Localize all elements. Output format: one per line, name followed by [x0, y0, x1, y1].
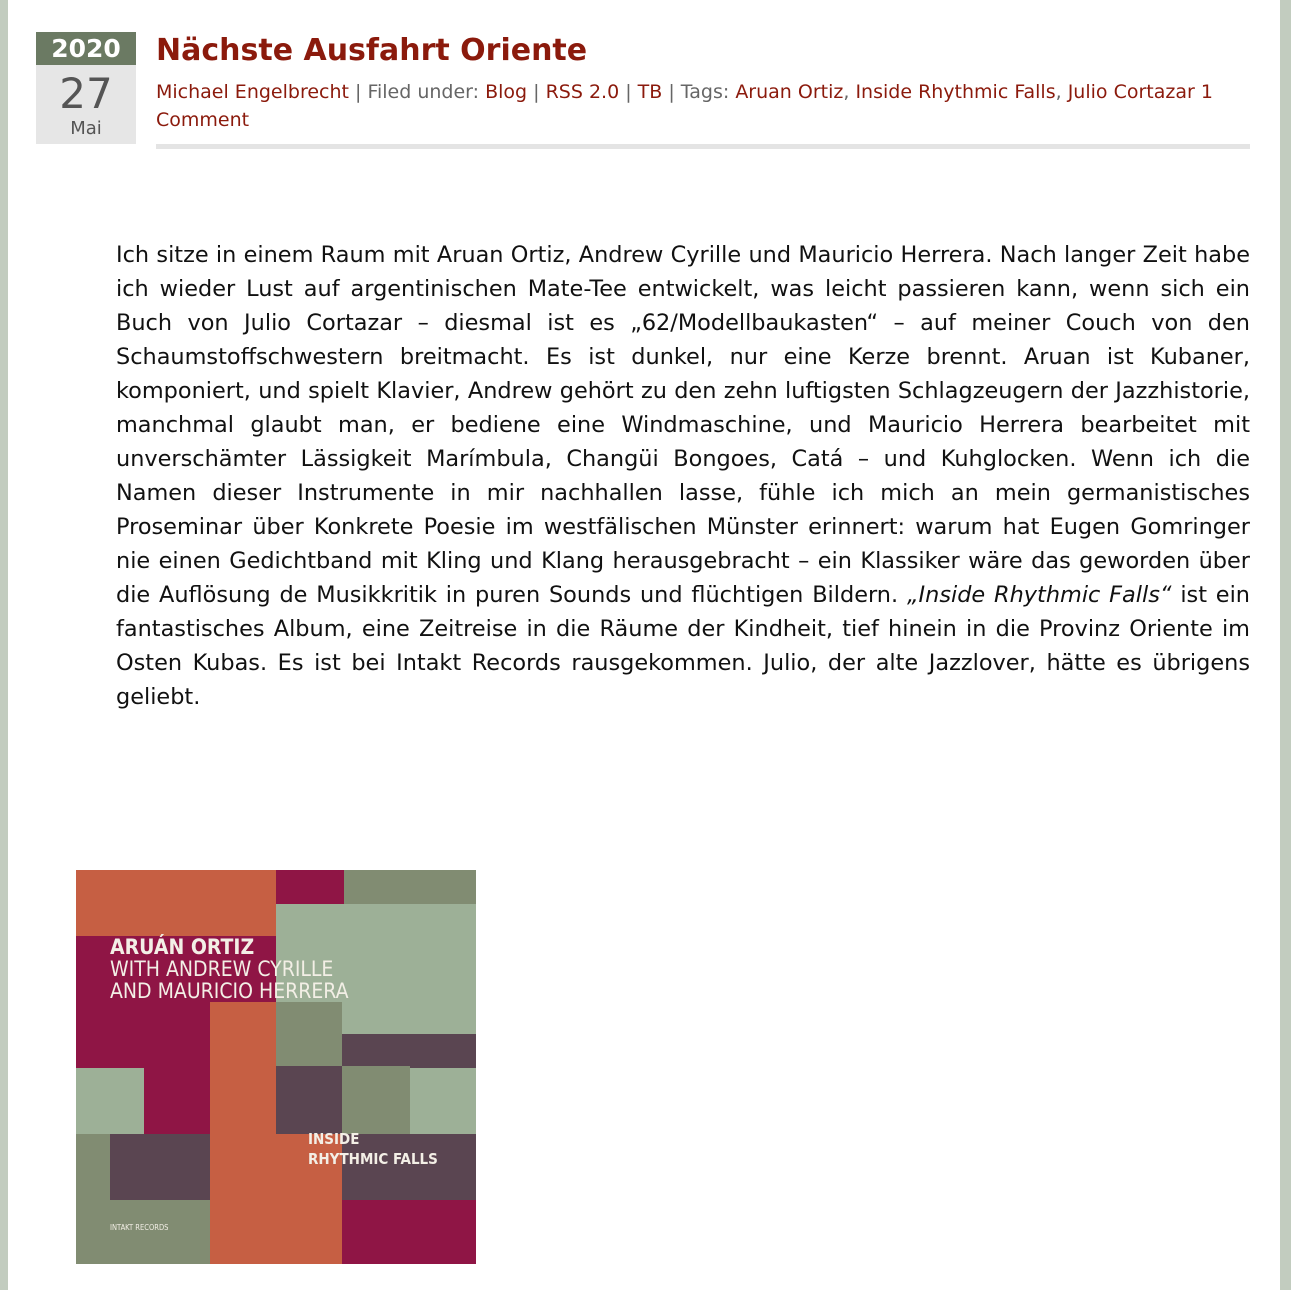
trackback-link[interactable]: TB: [637, 81, 663, 103]
meta-separator: | Tags:: [662, 81, 736, 103]
cover-album-title: INSIDE: [308, 1130, 360, 1148]
post-title-text[interactable]: Nächste Ausfahrt Oriente: [156, 33, 588, 68]
post-day: 27: [59, 69, 113, 118]
date-box: [36, 32, 136, 144]
rss-link[interactable]: RSS 2.0: [545, 81, 620, 103]
post-year: 2020: [36, 32, 136, 65]
cover-artist: ARUÁN ORTIZ: [110, 935, 255, 959]
meta-separator: |: [527, 81, 546, 103]
cover-block: [276, 870, 344, 904]
album-cover-image: [76, 870, 476, 1264]
cover-block: [342, 1200, 476, 1264]
meta-separator: | Filed under:: [348, 81, 486, 103]
cover-background-blocks: [76, 870, 476, 1264]
cover-with-line: AND MAURICIO HERRERA: [110, 979, 349, 1003]
cover-album-title: RHYTHMIC FALLS: [308, 1150, 438, 1168]
album-title: „Inside Rhythmic Falls“: [906, 582, 1172, 608]
post-month: Mai: [70, 118, 102, 139]
cover-block: [76, 1068, 144, 1134]
cover-label: INTAKT RECORDS: [110, 1223, 169, 1232]
cover-block: [210, 1002, 276, 1134]
cover-block: [344, 870, 476, 904]
cover-block: [276, 904, 476, 936]
author-link[interactable]: Michael Engelbrecht: [156, 81, 349, 103]
cover-block: [76, 870, 276, 936]
cover-block: [144, 1068, 210, 1134]
cover-block: [410, 1068, 476, 1134]
page: [8, 0, 1280, 1290]
cover-block: [276, 1002, 342, 1066]
tag-link[interactable]: Julio Cortazar: [1067, 81, 1195, 103]
post-title[interactable]: [156, 30, 587, 72]
post-meta: [156, 78, 1250, 149]
cover-block: [410, 936, 476, 1034]
cover-block: [110, 1134, 210, 1200]
article-text-part2: ist ein fantastisches Album, eine Zeitreise in die Räume der Kindheit, tief hinein in die Provinz Oriente im Osten Kubas. Es ist bei Intakt Records rausgekommen. Julio, der alte Jazzlover, hätte es übrigens geliebt.: [116, 582, 1250, 710]
comments-link[interactable]: 1 Comment: [156, 81, 1213, 131]
tag-link[interactable]: Aruan Ortiz: [735, 81, 844, 103]
cover-block: [410, 1034, 476, 1068]
tag-link[interactable]: Inside Rhythmic Falls: [855, 81, 1056, 103]
tag-separator: ,: [1055, 81, 1068, 103]
article-body: [116, 238, 1250, 714]
tag-separator: ,: [843, 81, 856, 103]
cover-with-line: WITH ANDREW CYRILLE: [110, 957, 334, 981]
category-link[interactable]: Blog: [485, 81, 528, 103]
article-text-part1: Ich sitze in einem Raum mit Aruan Ortiz, Andrew Cyrille und Mauricio Herrera. Nach langer Zeit habe ich wieder Lust auf argentinischen Mate-Tee entwickelt, was leicht passieren kann, wenn sich ein Buch von Julio Cortazar – diesmal ist es „62/Modellbaukasten“ – auf meiner Couch von den Schaumstoffschwestern breitmacht. Es ist dunkel, nur eine Kerze brennt. Aruan ist Kubaner, komponiert, und spielt Klavier, Andrew gehört zu den zehn luftigsten Schlagzeugern der Jazzhistorie, manchmal glaubt man, er bediene eine Windmaschine, und Mauricio Herrera bearbeitet mit unverschämter Lässigkeit Marímbula, Changüi Bongoes, Catá – und Kuhglocken. Wenn ich die Namen dieser Instrumente in mir nachhallen lasse, fühle ich mich an mein germanistisches Proseminar über Konkrete Poesie im westfälischen Münster erinnert: warum hat Eugen Gomringer nie einen Gedichtband mit Kling und Klang herausgebracht – ein Klassiker wäre das geworden über die Auflösung de Musikkritik in puren Sounds und flüchtigen Bildern.: [116, 242, 1250, 608]
meta-separator: |: [619, 81, 638, 103]
